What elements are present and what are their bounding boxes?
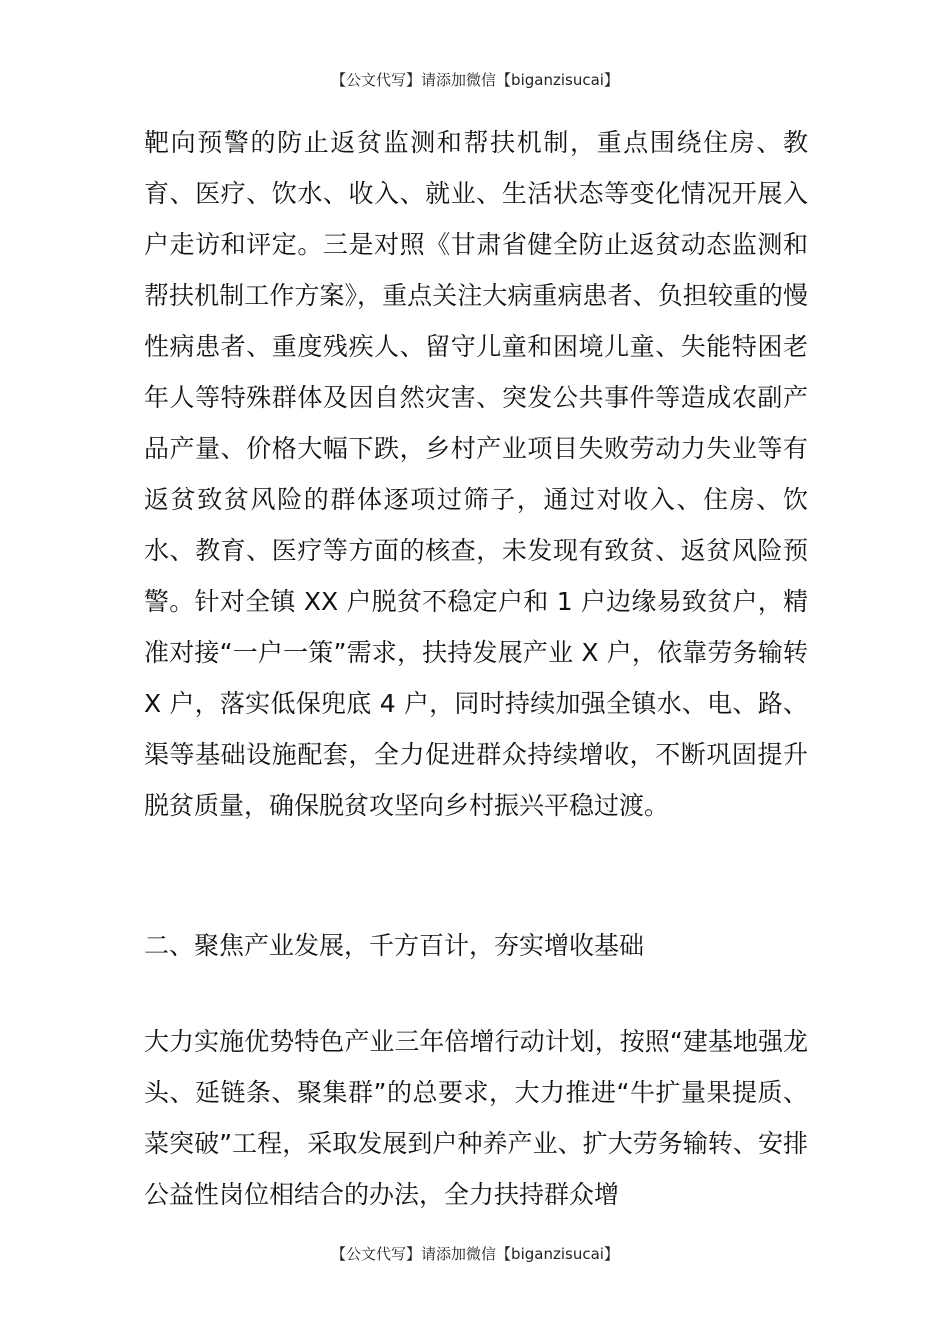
page-footer: 【公文代写】请添加微信【biganzisucai】 — [331, 1245, 619, 1263]
section-heading: 二、聚焦产业发展，千方百计，夯实增收基础 — [144, 931, 645, 960]
page-header: 【公文代写】请添加微信【biganzisucai】 — [331, 71, 619, 89]
body-paragraph-1: 靶向预警的防止返贫监测和帮扶机制，重点围绕住房、教育、医疗、饮水、收入、就业、生活状态等变化情况开展入户走访和评定。三是对照《甘肃省健全防止返贫动态监测和帮扶机制工作方案》，重点关注大病重病患者、负担较重的慢性病患者、重度残疾人、留守儿童和困境儿童、失能特困老年人等特殊群体及因自然灾害、突发公共事件等造成农副产品产量、价格大幅下跌，乡村产业项目失败劳动力失业等有返贫致贫风险的群体逐项过筛子，通过对收入、住房、饮水、教育、医疗等方面的核查，未发现有致贫、返贫风险预警。针对全镇 XX 户脱贫不稳定户和 1 户边缘易致贫户，精准对接“一户一策”需求，扶持发展产业 X 户，依靠劳务输转 X 户，落实低保兜底 4 户，同时持续加强全镇水、电、路、渠等基础设施配套，全力促进群众持续增收，不断巩固提升脱贫质量，确保脱贫攻坚向乡村振兴平稳过渡。 — [144, 128, 808, 820]
body-paragraph-2: 大力实施优势特色产业三年倍增行动计划，按照“建基地强龙头、延链条、聚集群”的总要求，大力推进“牛扩量果提质、菜突破”工程，采取发展到户种养产业、扩大劳务输转、安排公益性岗位相结合的办法，全力扶持群众增 — [144, 1027, 808, 1209]
